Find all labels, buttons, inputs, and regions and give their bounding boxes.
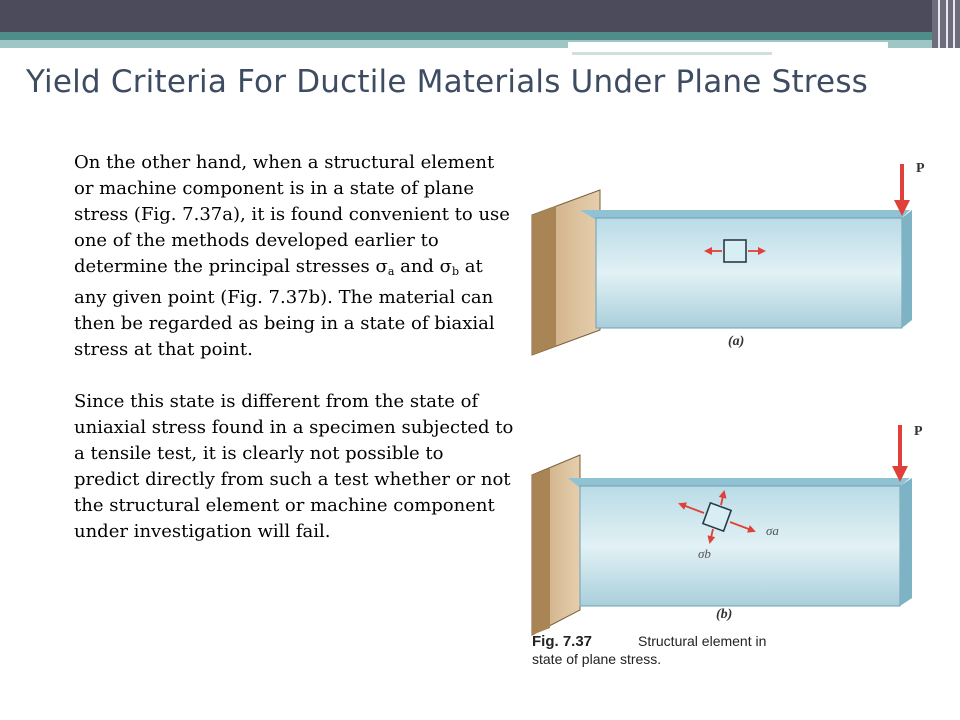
- figure-a: [532, 161, 925, 355]
- load-arrow-b: [892, 425, 908, 482]
- fig-number: Fig. 7.37: [532, 633, 593, 650]
- paragraph-1: [74, 150, 514, 363]
- paragraph-1-part2: and σ: [394, 256, 452, 277]
- sigma-a-subscript: a: [387, 265, 395, 278]
- slide-title: Yield Criteria For Ductile Materials Under Plane Stress: [26, 64, 869, 100]
- caption-b: (b): [716, 607, 733, 622]
- sigma-a-label: σa: [766, 523, 779, 538]
- sigma-b-label: σb: [698, 546, 711, 561]
- top-right-decor: [932, 0, 960, 48]
- top-decor-highlight: [568, 42, 888, 50]
- figure-7-37: [520, 140, 940, 680]
- paragraph-1-part1: On the other hand, when a structural element or machine component is in a state of plane stress (Fig. 7.37a), it is found convenient to use one of the methods developed earlier to determine the principal stresses σ: [74, 152, 510, 277]
- top-decor-highlight-thin: [572, 52, 772, 55]
- top-decor-bar: [0, 0, 960, 32]
- beam-a: [580, 210, 912, 328]
- fig-caption-line-1: Structural element in: [638, 633, 767, 649]
- wall-b: [532, 455, 580, 635]
- load-arrow-a: [894, 164, 910, 216]
- sigma-b-subscript: b: [451, 265, 459, 278]
- load-label-b: P: [914, 424, 923, 439]
- fig-caption-line-2: state of plane stress.: [532, 651, 662, 667]
- body-text: [74, 150, 514, 571]
- paragraph-1-part3: at any given point (Fig. 7.37b). The material can then be regarded as being in a state of biaxial stress at that point.: [74, 256, 495, 360]
- figure-b: [532, 424, 923, 635]
- beam-b: [568, 478, 912, 606]
- top-decor-stripe: [0, 32, 960, 40]
- load-label-a: P: [916, 161, 925, 176]
- stress-element-a: [724, 240, 746, 262]
- caption-a: (a): [728, 334, 745, 349]
- paragraph-2: Since this state is different from the state of uniaxial stress found in a specimen subjected to a tensile test, it is clearly not possible to predict directly from such a test whether or not the structural element or machine component under investigation will fail.: [74, 391, 514, 542]
